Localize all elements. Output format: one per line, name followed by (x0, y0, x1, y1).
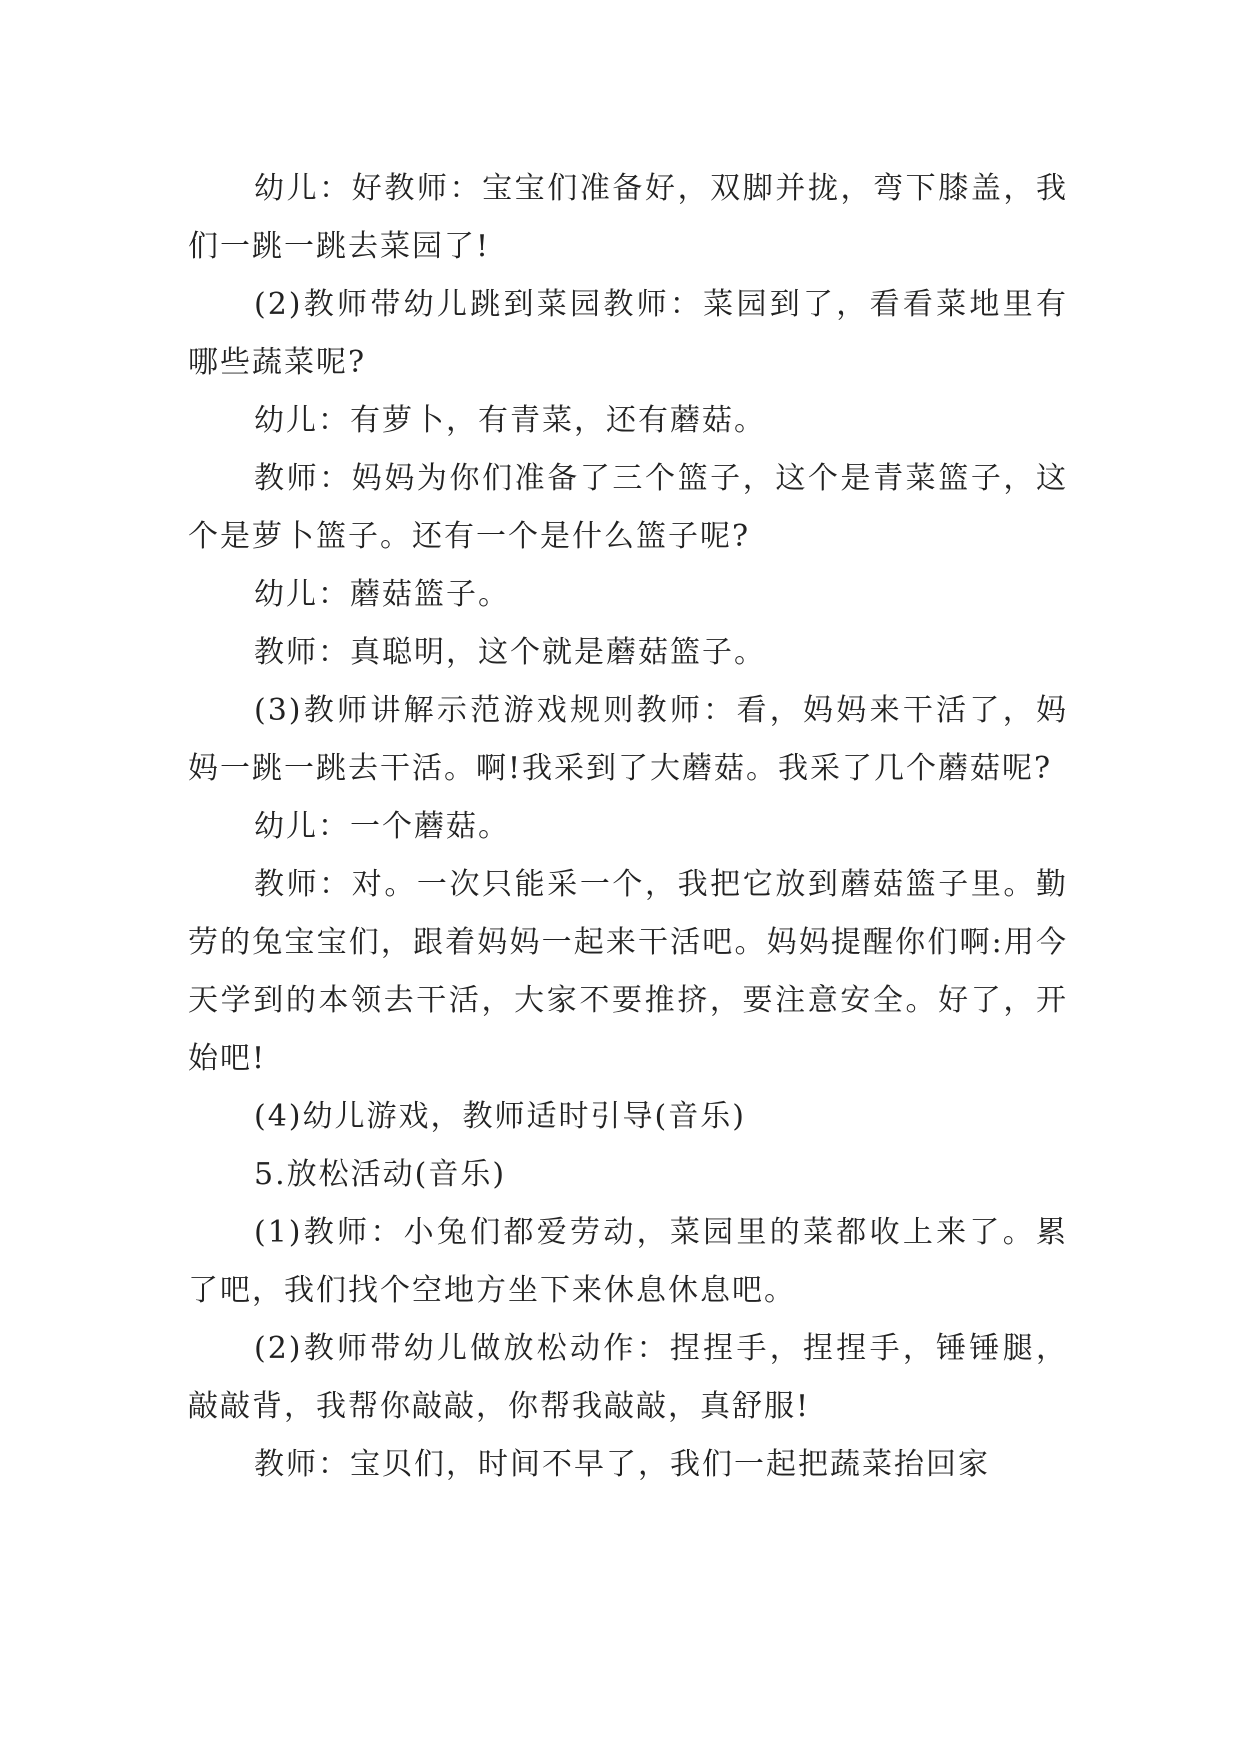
paragraph: 幼儿：一个蘑菇。 (254, 809, 510, 844)
paragraph: (2)教师带幼儿跳到菜园教师：菜园到了，看看菜地里有哪些蔬菜呢? (188, 287, 1068, 380)
paragraph: 教师：真聪明，这个就是蘑菇篮子。 (254, 635, 766, 670)
paragraph: 教师：对。一次只能采一个，我把它放到蘑菇篮子里。勤劳的兔宝宝们，跟着妈妈一起来干活吧。妈妈提醒你们啊:用今天学到的本领去干活，大家不要推挤，要注意安全。好了，开始吧! (188, 867, 1068, 1076)
paragraph: 5.放松活动(音乐) (254, 1157, 507, 1192)
paragraph: (1)教师：小兔们都爱劳动，菜园里的菜都收上来了。累了吧，我们找个空地方坐下来休息休息吧。 (188, 1215, 1068, 1308)
paragraph: (4)幼儿游戏，教师适时引导(音乐) (254, 1099, 746, 1134)
document-body (188, 160, 1068, 1494)
paragraph: 幼儿：好教师：宝宝们准备好，双脚并拢，弯下膝盖，我们一跳一跳去菜园了! (188, 171, 1068, 264)
paragraph: 教师：宝贝们，时间不早了，我们一起把蔬菜抬回家 (254, 1447, 990, 1482)
paragraph: (3)教师讲解示范游戏规则教师：看，妈妈来干活了，妈妈一跳一跳去干活。啊!我采到了大蘑菇。我采了几个蘑菇呢? (188, 693, 1068, 786)
paragraph: 教师：妈妈为你们准备了三个篮子，这个是青菜篮子，这个是萝卜篮子。还有一个是什么篮子呢? (188, 461, 1068, 554)
paragraph: (2)教师带幼儿做放松动作：捏捏手，捏捏手，锤锤腿，敲敲背，我帮你敲敲，你帮我敲敲，真舒服! (188, 1331, 1068, 1424)
paragraph: 幼儿：蘑菇篮子。 (254, 577, 510, 612)
paragraph: 幼儿：有萝卜，有青菜，还有蘑菇。 (254, 403, 766, 438)
